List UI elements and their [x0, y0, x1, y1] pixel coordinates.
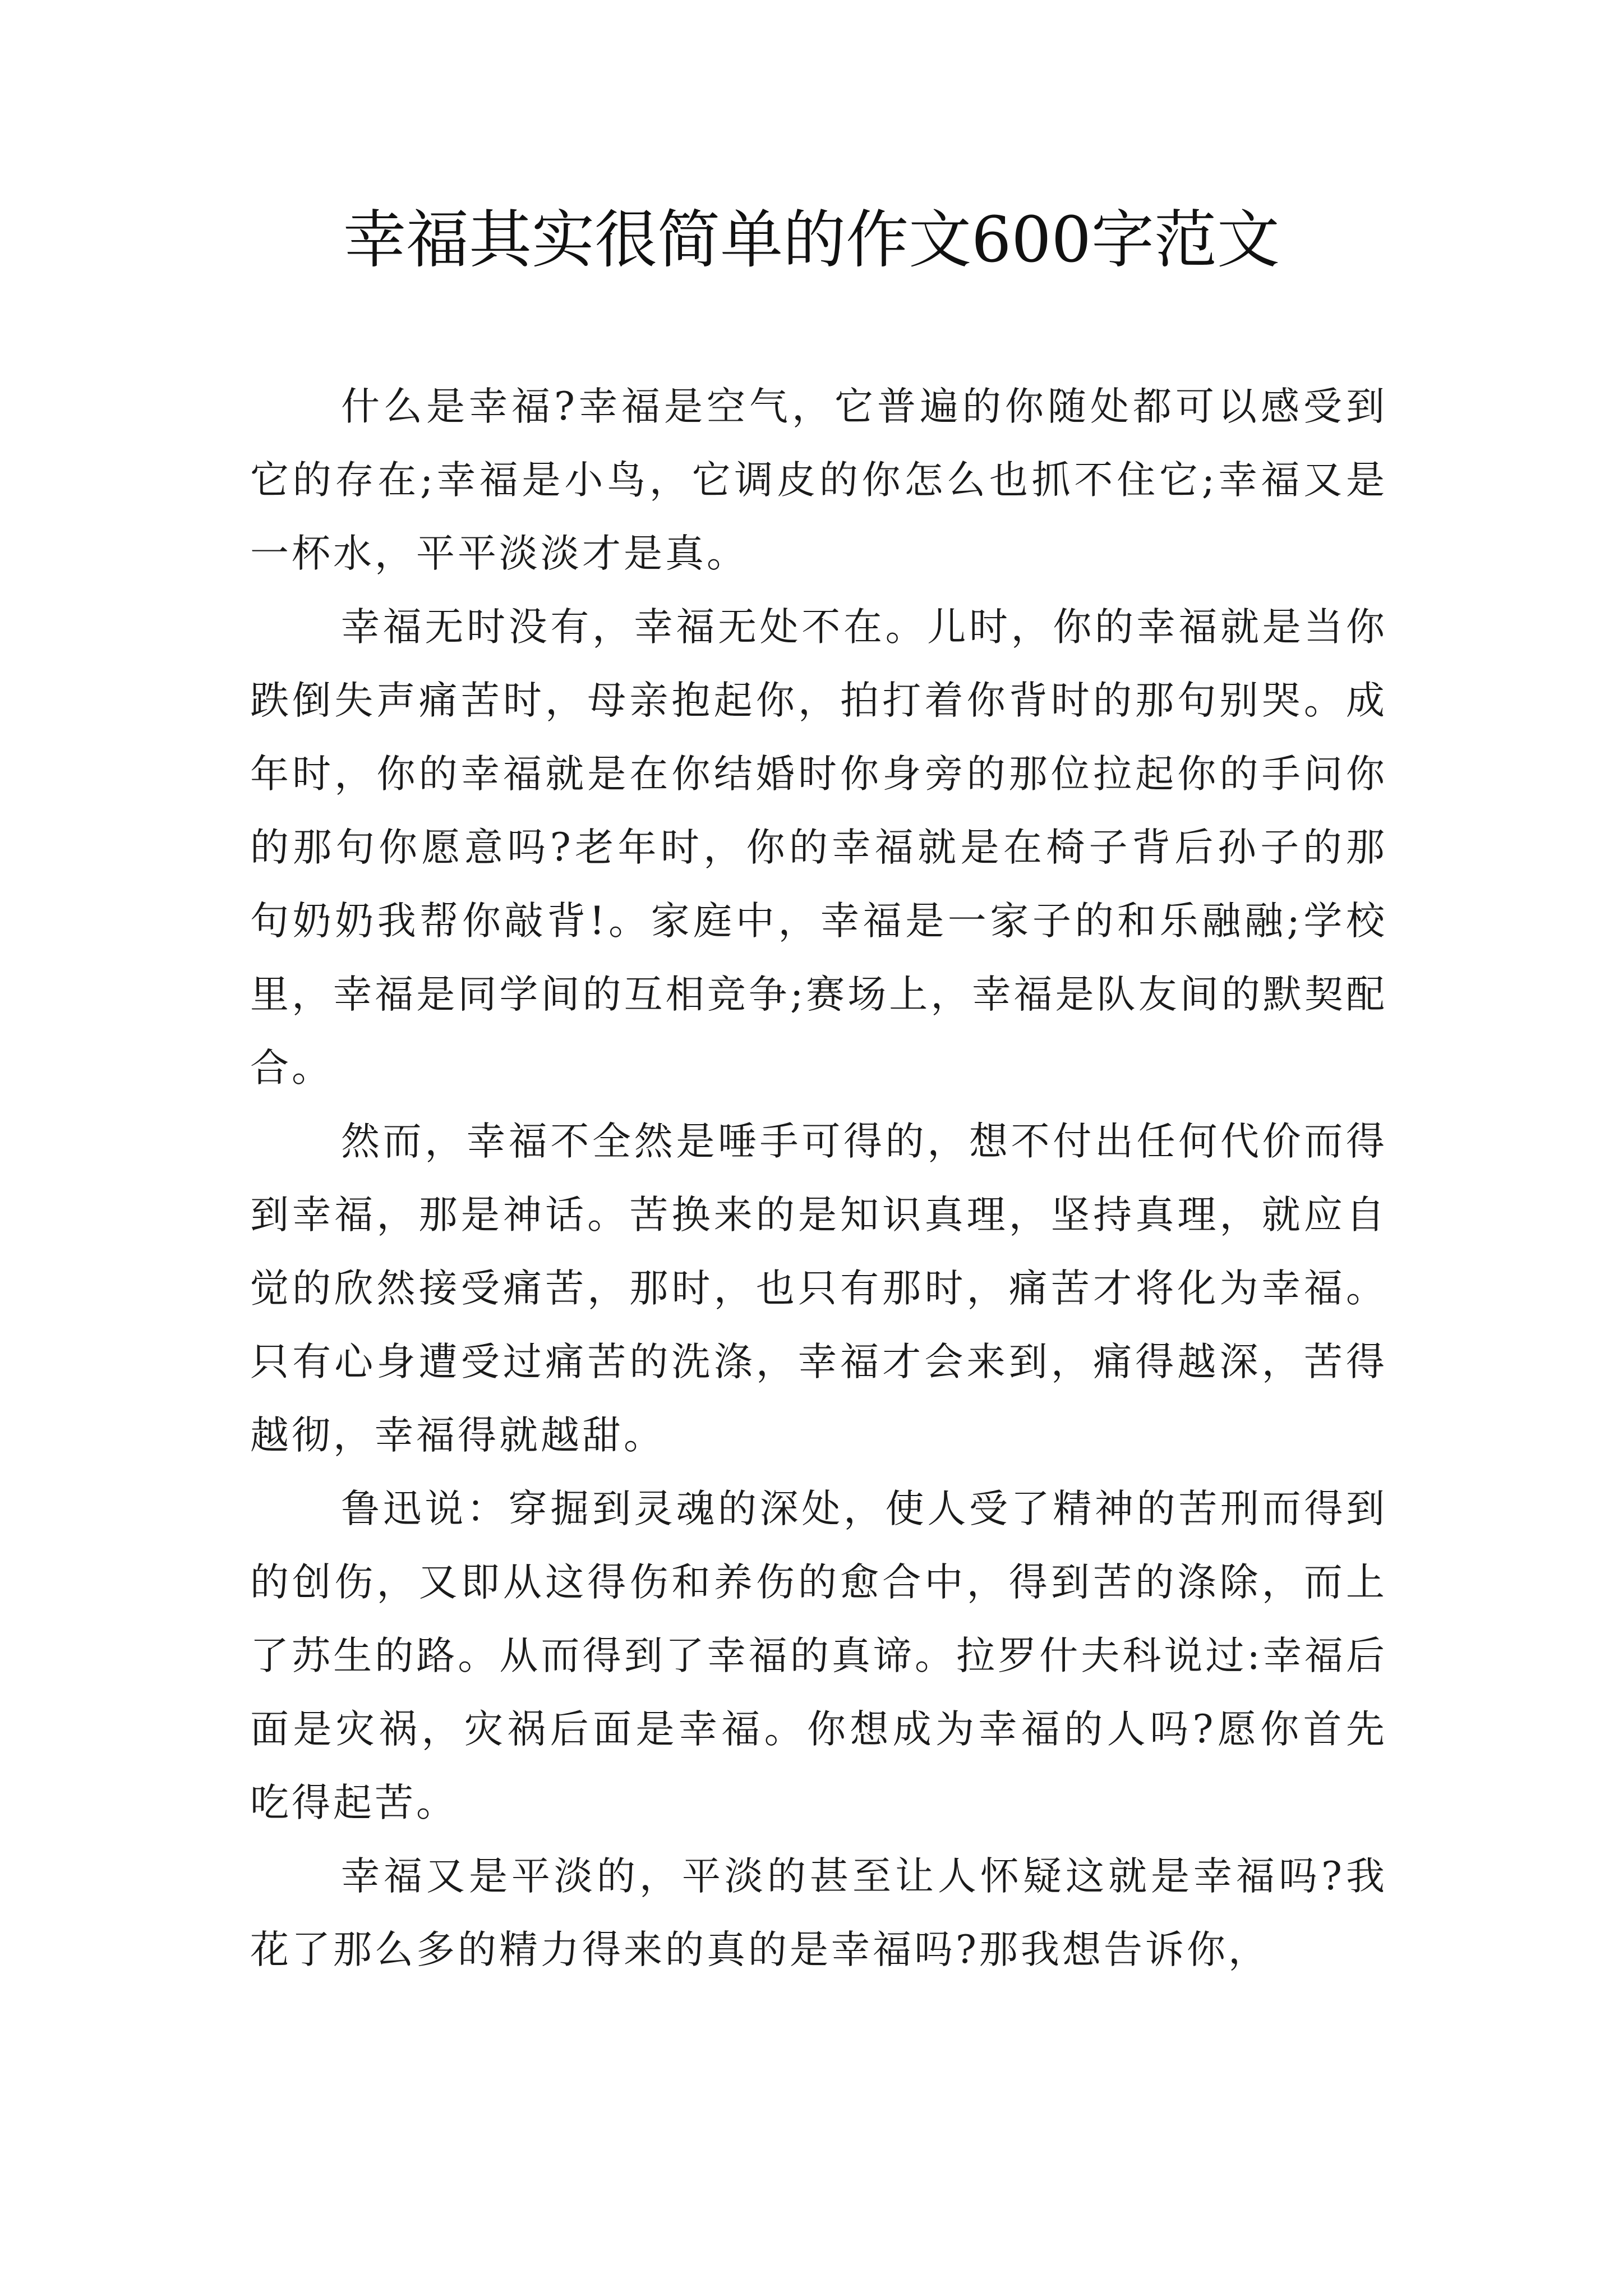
paragraph-5: 幸福又是平淡的，平淡的甚至让人怀疑这就是幸福吗?我花了那么多的精力得来的真的是幸福吗?那我想告诉你，	[250, 1854, 1387, 1972]
paragraph-4: 鲁迅说：穿掘到灵魂的深处，使人受了精神的苦刑而得到的创伤，又即从这得伤和养伤的愈合中，得到苦的涤除，而上了苏生的路。从而得到了幸福的真谛。拉罗什夫科说过:幸福后面是灾祸，灾祸后面是幸福。你想成为幸福的人吗?愿你首先吃得起苦。	[250, 1487, 1387, 1825]
paragraph-1: 什么是幸福?幸福是空气，它普遍的你随处都可以感受到它的存在;幸福是小鸟，它调皮的你怎么也抓不住它;幸福又是一杯水，平平淡淡才是真。	[250, 384, 1387, 576]
document-body	[250, 370, 1387, 1987]
paragraph-2: 幸福无时没有，幸福无处不在。儿时，你的幸福就是当你跌倒失声痛苦时，母亲抱起你，拍打着你背时的那句别哭。成年时，你的幸福就是在你结婚时你身旁的那位拉起你的手问你的那句你愿意吗?老年时，你的幸福就是在椅子背后孙子的那句奶奶我帮你敲背!。家庭中，幸福是一家子的和乐融融;学校里，幸福是同学间的互相竞争;赛场上，幸福是队友间的默契配合。	[250, 605, 1387, 1091]
document-title: 幸福其实很简单的作文600字范文	[343, 204, 1280, 277]
paragraph-3: 然而，幸福不全然是唾手可得的，想不付出任何代价而得到幸福，那是神话。苦换来的是知识真理，坚持真理，就应自觉的欣然接受痛苦，那时，也只有那时，痛苦才将化为幸福。只有心身遭受过痛苦的洗涤，幸福才会来到，痛得越深，苦得越彻，幸福得就越甜。	[250, 1119, 1387, 1458]
